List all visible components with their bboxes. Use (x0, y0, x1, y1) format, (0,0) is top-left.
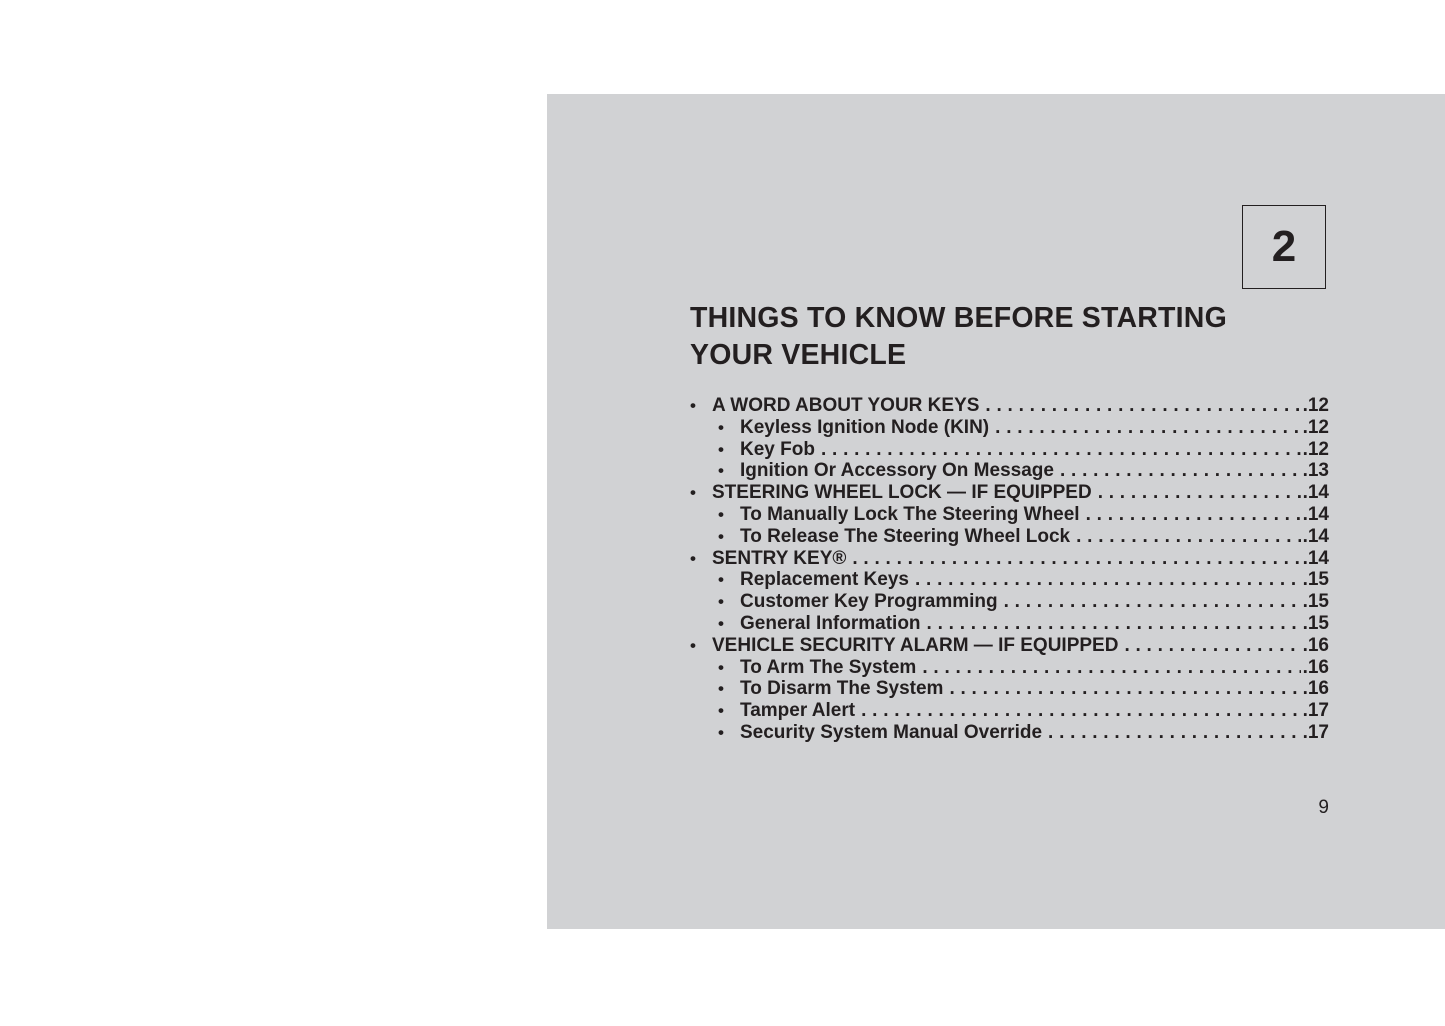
toc-entry-page: .15 (1302, 591, 1329, 613)
toc-section-entry[interactable] (690, 635, 1329, 657)
toc-entry-label: VEHICLE SECURITY ALARM — IF EQUIPPED (712, 634, 1119, 656)
toc-entry-page: .17 (1302, 721, 1329, 743)
dot-leader (979, 395, 1300, 417)
toc-entry-label: Ignition Or Accessory On Message (740, 460, 1054, 482)
toc-subsection-entry[interactable] (690, 657, 1329, 679)
toc-entry-label: To Manually Lock The Steering Wheel (740, 503, 1080, 525)
toc-section-entry[interactable] (690, 482, 1329, 504)
dot-leader (943, 678, 1300, 700)
toc-subsection-entry[interactable] (690, 700, 1329, 722)
bullet-icon: • (718, 526, 724, 546)
toc-subsection-entry[interactable] (690, 678, 1329, 700)
toc-subsection-entry[interactable] (690, 613, 1329, 635)
bullet-icon: • (718, 722, 724, 742)
chapter-number: 2 (1271, 222, 1297, 271)
toc-entry-page: .12 (1302, 438, 1329, 460)
toc-entry-page: .17 (1302, 700, 1329, 722)
dot-leader (989, 417, 1300, 439)
toc-entry-page: .14 (1302, 547, 1329, 569)
dot-leader (1080, 504, 1301, 526)
toc-entry-label: General Information (740, 612, 921, 634)
toc-subsection-entry[interactable] (690, 460, 1329, 482)
toc-entry-page: .13 (1302, 460, 1329, 482)
toc-subsection-entry[interactable] (690, 439, 1329, 461)
toc-section-entry[interactable] (690, 548, 1329, 570)
toc-entry-page: .14 (1302, 503, 1329, 525)
toc-entry-page: .14 (1302, 482, 1329, 504)
toc-subsection-entry[interactable] (690, 722, 1329, 744)
toc-entry-label: STEERING WHEEL LOCK — IF EQUIPPED (712, 482, 1092, 504)
toc-entry-page: .16 (1302, 656, 1329, 678)
toc-section-entry[interactable] (690, 395, 1329, 417)
bullet-icon: • (718, 461, 724, 481)
dot-leader (1092, 482, 1301, 504)
chapter-number-box (1242, 205, 1326, 289)
bullet-icon: • (718, 613, 724, 633)
toc-entry-label: Customer Key Programming (740, 591, 998, 613)
bullet-icon: • (718, 592, 724, 612)
chapter-title-line: THINGS TO KNOW BEFORE STARTING (690, 302, 1227, 334)
bullet-icon: • (718, 701, 724, 721)
toc-entry-label: To Release The Steering Wheel Lock (740, 525, 1071, 547)
chapter-title-line: YOUR VEHICLE (690, 339, 907, 371)
toc-entry-label: Tamper Alert (740, 700, 856, 722)
toc-entry-page: .15 (1302, 612, 1329, 634)
bullet-icon: • (690, 483, 696, 503)
toc-subsection-entry[interactable] (690, 591, 1329, 613)
bullet-icon: • (690, 396, 696, 415)
bullet-icon: • (718, 570, 724, 590)
toc-entry-page: .16 (1302, 678, 1329, 700)
dot-leader (1042, 722, 1301, 744)
toc-subsection-entry[interactable] (690, 504, 1329, 526)
dot-leader (1118, 635, 1300, 657)
toc-entry-label: Keyless Ignition Node (KIN) (740, 416, 990, 438)
toc-entry-label: Key Fob (740, 438, 815, 460)
page-panel (547, 94, 1445, 929)
bullet-icon: • (718, 417, 724, 437)
dot-leader (846, 548, 1300, 570)
toc-entry-page: .16 (1302, 634, 1329, 656)
dot-leader (921, 613, 1301, 635)
dot-leader (916, 657, 1300, 679)
toc-entry-page: .12 (1302, 416, 1329, 438)
dot-leader (1070, 526, 1300, 548)
chapter-title (690, 300, 1290, 374)
page-number: 9 (1318, 797, 1329, 818)
toc-entry-label: Replacement Keys (740, 569, 909, 591)
bullet-icon: • (718, 679, 724, 699)
toc-subsection-entry[interactable] (690, 569, 1329, 591)
bullet-icon: • (718, 657, 724, 677)
bullet-icon: • (718, 439, 724, 459)
toc-entry-page: .12 (1302, 395, 1329, 416)
toc-entry-label: Security System Manual Override (740, 721, 1043, 743)
dot-leader (998, 591, 1301, 613)
toc-entry-page: .15 (1302, 569, 1329, 591)
bullet-icon: • (718, 504, 724, 524)
toc-entry-page: .14 (1302, 525, 1329, 547)
toc-entry-label: To Arm The System (740, 656, 917, 678)
toc-subsection-entry[interactable] (690, 526, 1329, 548)
bullet-icon: • (690, 635, 696, 655)
bullet-icon: • (690, 548, 696, 568)
toc-entry-label: To Disarm The System (740, 678, 944, 700)
toc-subsection-entry[interactable] (690, 417, 1329, 439)
dot-leader (855, 700, 1300, 722)
dot-leader (1054, 460, 1301, 482)
dot-leader (815, 439, 1301, 461)
dot-leader (909, 569, 1301, 591)
table-of-contents (690, 395, 1329, 744)
toc-entry-label: A WORD ABOUT YOUR KEYS (712, 395, 980, 416)
toc-entry-label: SENTRY KEY® (712, 547, 847, 569)
